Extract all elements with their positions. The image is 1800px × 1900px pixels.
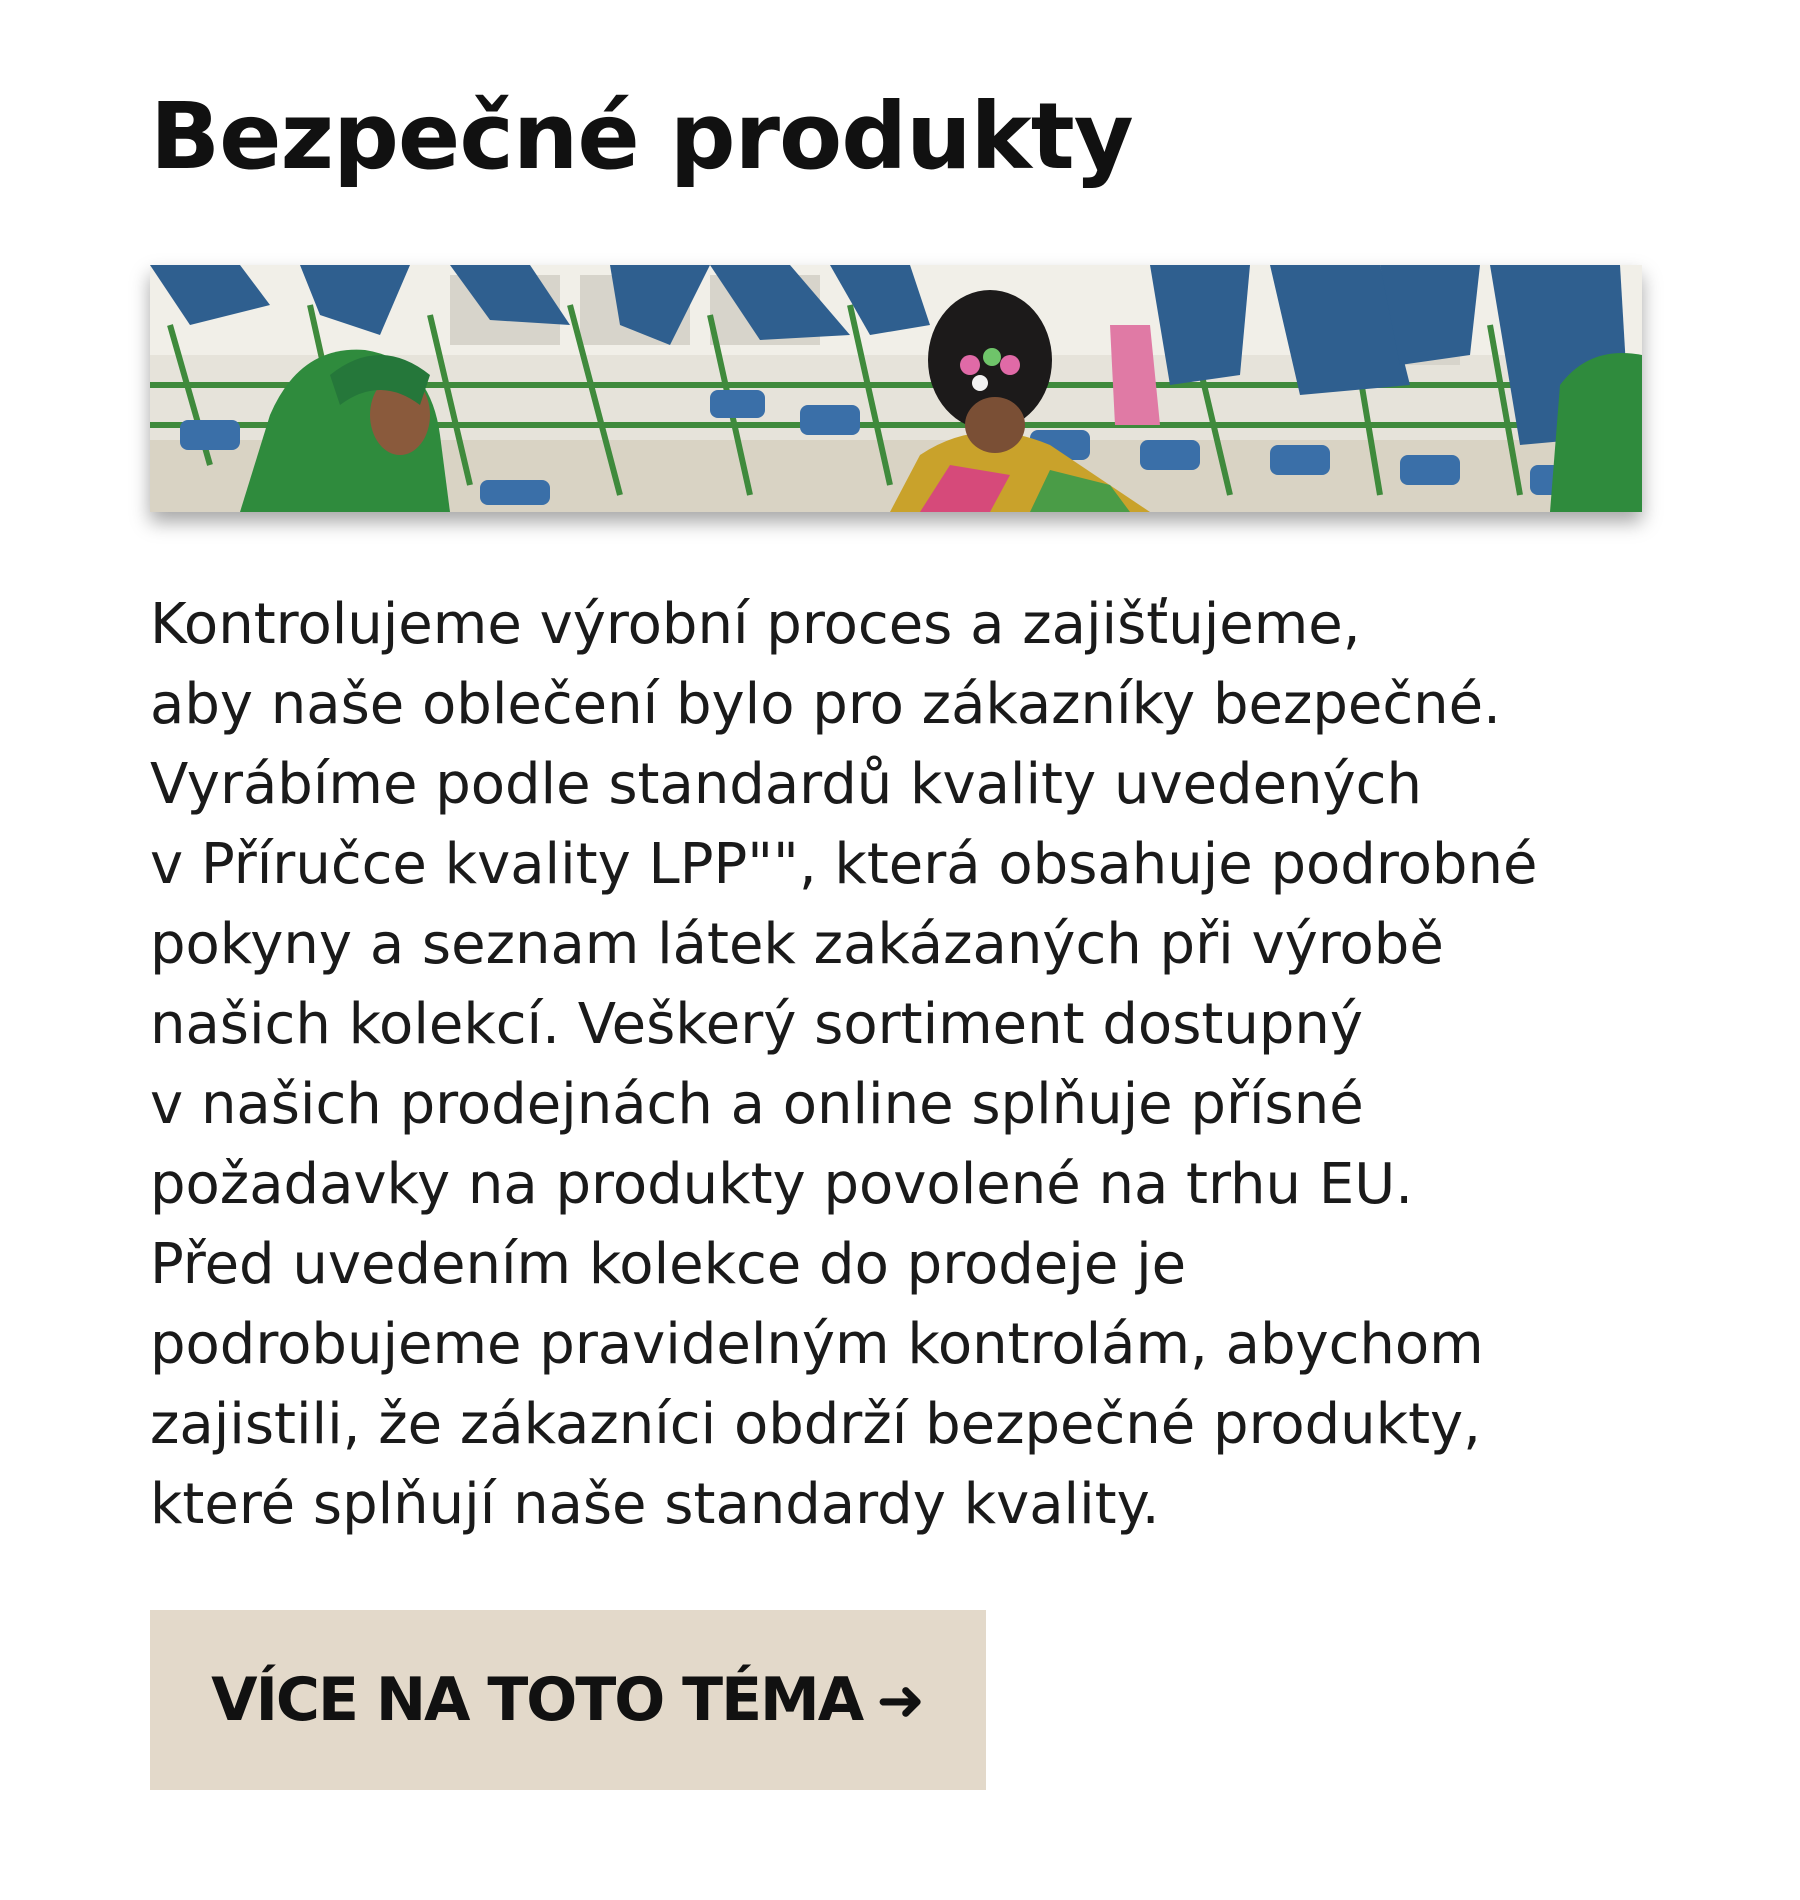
description-line: zajistili, že zákazníci obdrží bezpečné produkty,: [150, 1392, 1481, 1457]
description-line: Před uvedením kolekce do prodeje je: [150, 1232, 1187, 1297]
description-line: v našich prodejnách a online splňuje přísné: [150, 1072, 1364, 1137]
description-line: Kontrolujeme výrobní proces a zajišťujeme,: [150, 592, 1361, 657]
section-description: [150, 585, 1670, 1545]
description-line: pokyny a seznam látek zakázaných při výrobě: [150, 912, 1444, 977]
description-line: aby naše oblečení bylo pro zákazníky bezpečné.: [150, 672, 1501, 737]
description-line: v Příručce kvality LPP"", která obsahuje podrobné: [150, 832, 1538, 897]
description-line: které splňují naše standardy kvality.: [150, 1472, 1160, 1537]
more-on-topic-button[interactable]: [150, 1610, 986, 1790]
description-line: podrobujeme pravidelným kontrolám, abychom: [150, 1312, 1484, 1377]
description-line: požadavky na produkty povolené na trhu EU.: [150, 1152, 1414, 1217]
factory-photo: [150, 265, 1642, 512]
arrow-right-icon: ➜: [876, 1666, 925, 1734]
more-on-topic-label: VÍCE NA TOTO TÉMA: [211, 1665, 863, 1735]
description-line: našich kolekcí. Veškerý sortiment dostupný: [150, 992, 1363, 1057]
description-line: Vyrábíme podle standardů kvality uvedených: [150, 752, 1422, 817]
section-title: Bezpečné produkty: [150, 83, 1133, 190]
factory-photo-icon: [150, 265, 1642, 512]
